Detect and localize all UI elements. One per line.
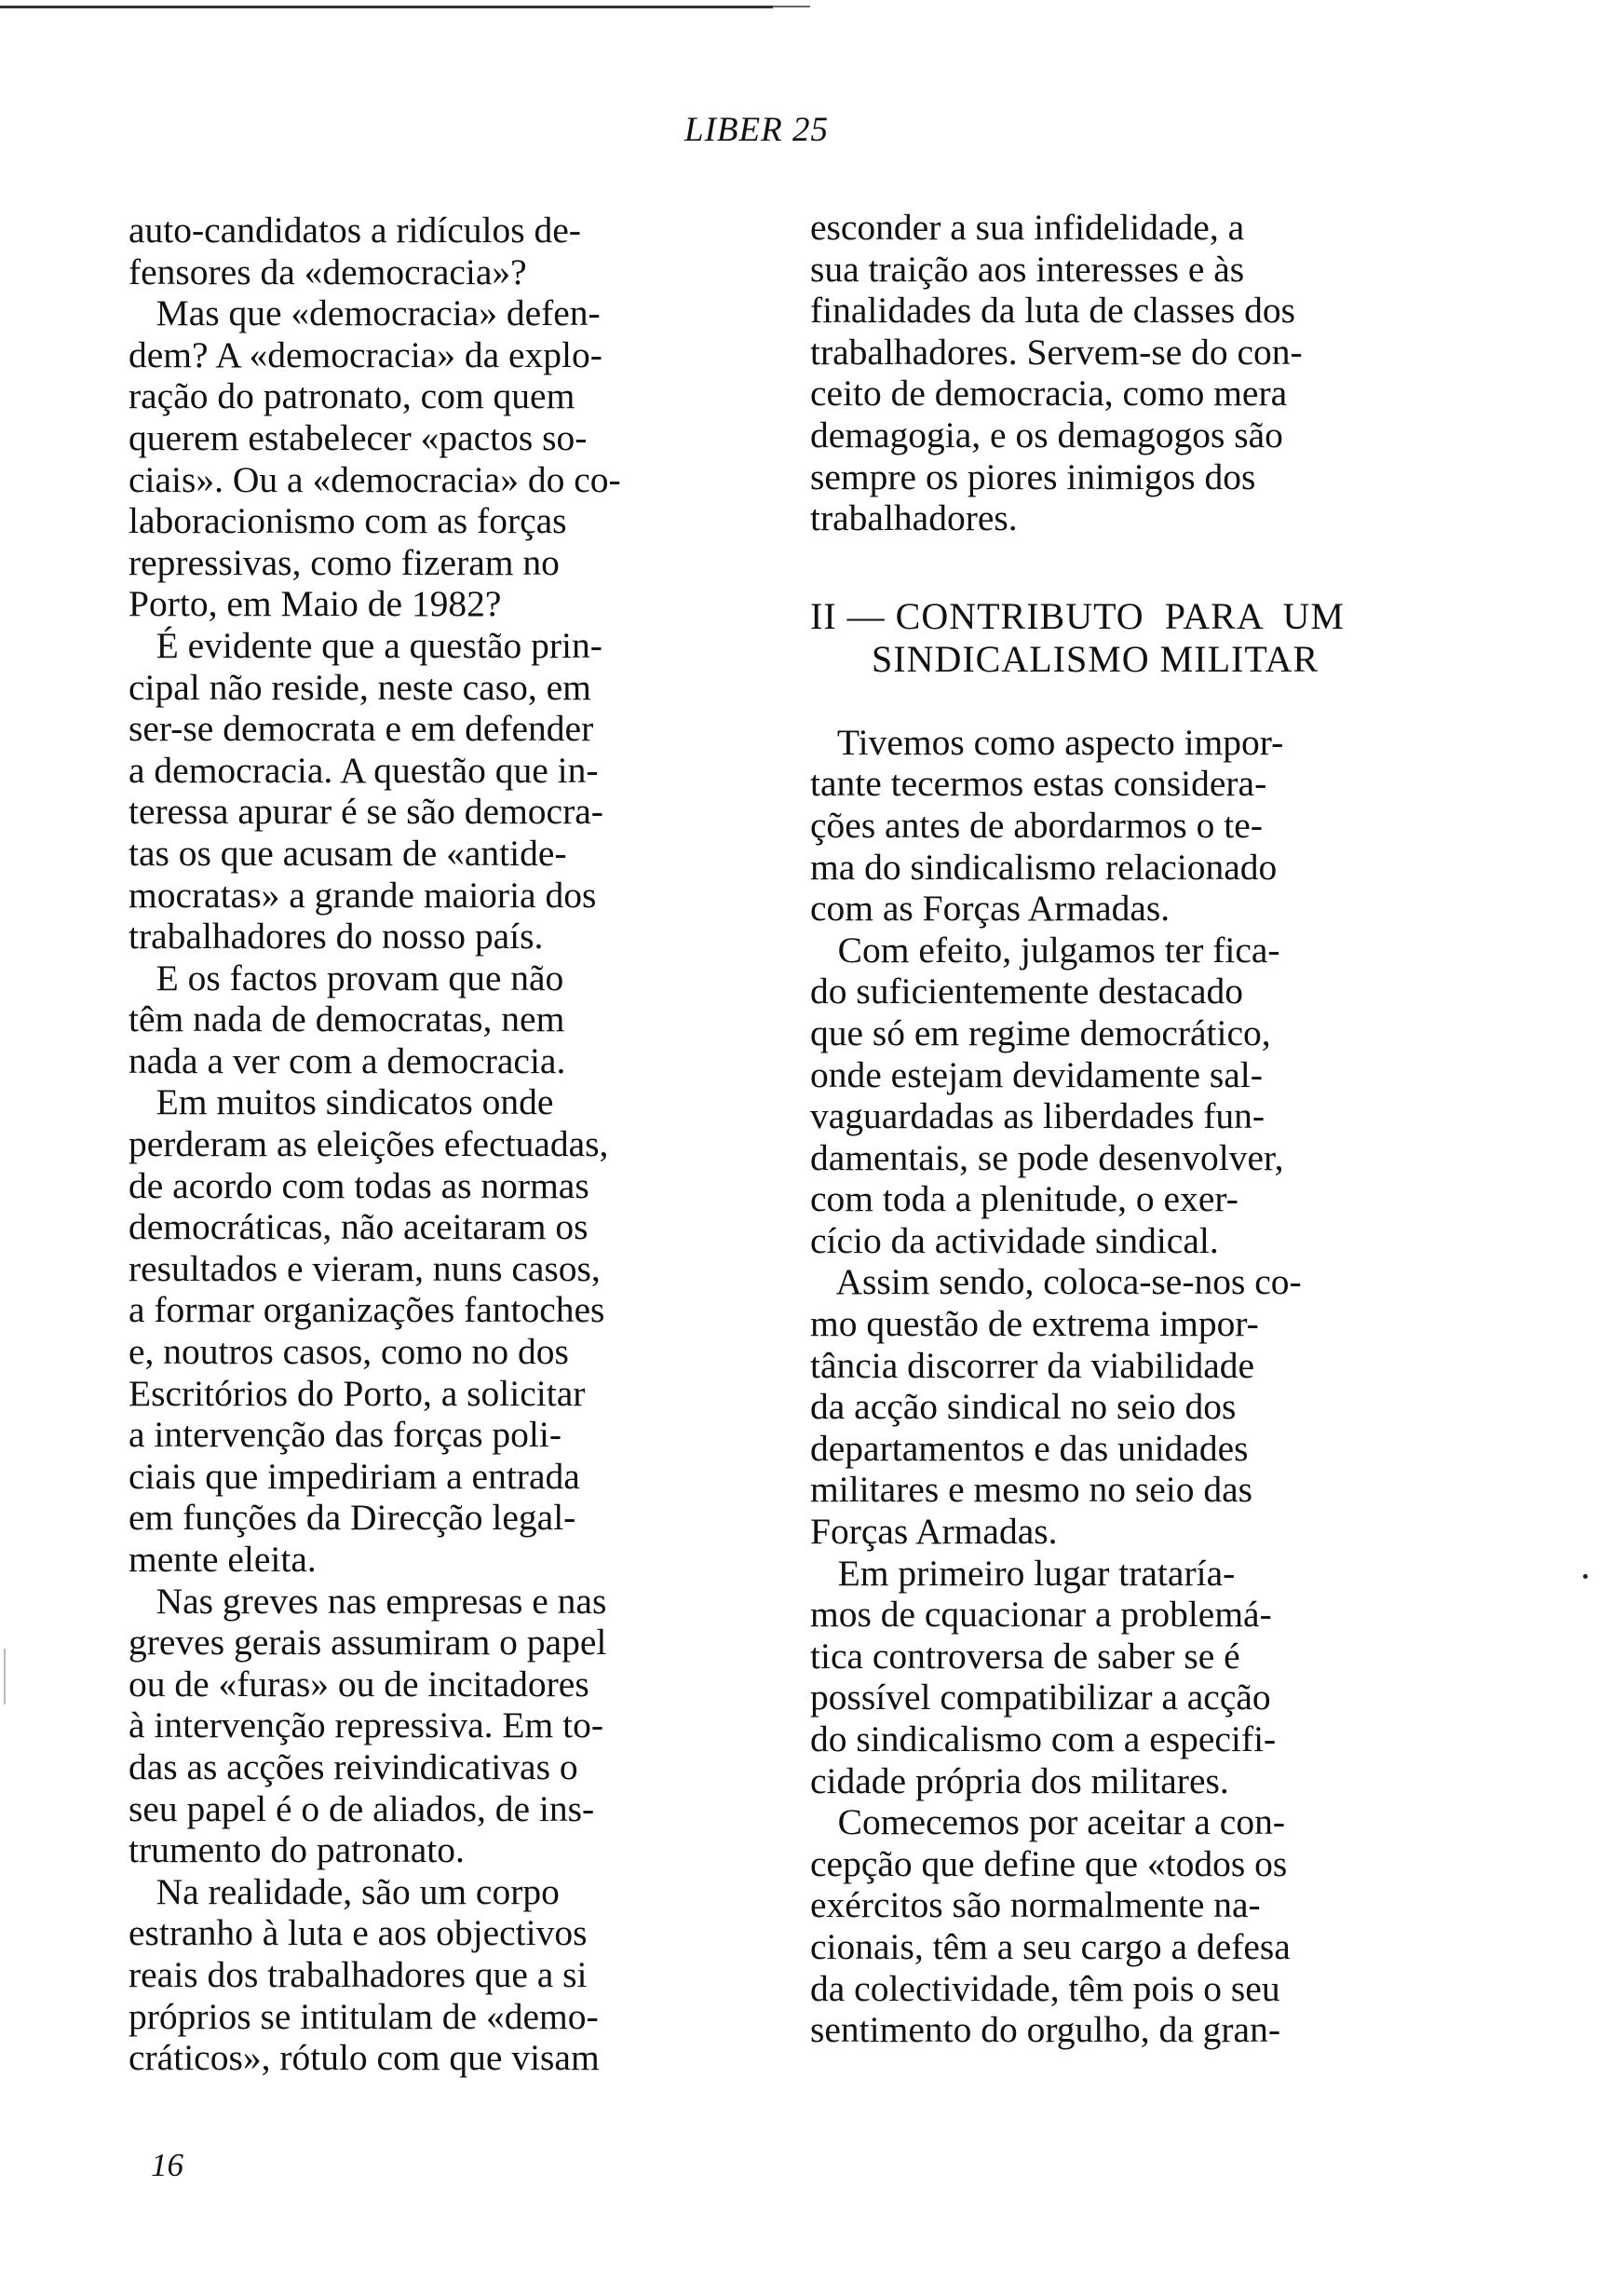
text-line: greves gerais assumiram o papel [129,1622,607,1664]
text-line: fensores da «democracia»? [129,251,527,292]
text-line: do suficientemente destacado [810,971,1244,1012]
text-line: das as acções reivindicativas o [129,1745,578,1787]
text-line: Na realidade, são um corpo [129,1870,560,1912]
text-line: Escritórios do Porto, a solicitar [129,1372,586,1414]
text-line: a formar organizações fantoches [129,1289,605,1331]
text-line: ceito de democracia, como mera [810,373,1288,414]
text-line: possível compatibilizar a acção [810,1677,1271,1718]
text-line: Nas greves nas empresas e nas [129,1580,607,1622]
text-line: departamentos e das unidades [810,1427,1249,1469]
text-line: laboracionismo com as forças [129,500,567,542]
text-line: tante tecermos estas considera- [810,763,1267,805]
text-line: ou de «furas» ou de incitadores [129,1663,589,1704]
text-line: Em muitos sindicatos onde [129,1081,554,1123]
text-line: dem? A «democracia» da explo- [129,333,602,375]
text-line: cipal não reside, neste caso, em [129,666,591,708]
section-spacer [810,681,1481,722]
text-line: esconder a sua infidelidade, a [810,207,1245,248]
text-line: militares e mesmo no seio das [810,1469,1253,1511]
section-heading-line-1: II — CONTRIBUTO PARA UM [810,594,1345,637]
text-line: finalidades da luta de classes dos [810,290,1296,332]
section-heading [810,595,1481,681]
text-line: com toda a plenitude, o exer- [810,1178,1238,1220]
text-line: Tivemos como aspecto impor- [810,721,1284,763]
text-line: de acordo com todas as normas [129,1164,589,1206]
right-column [810,207,1481,2051]
page-number: 16 [151,2147,183,2183]
text-line: mos de cquacionar a problemá- [810,1594,1272,1636]
text-line: cionais, têm a seu cargo a defesa [810,1925,1291,1967]
text-line: trabalhadores. Servem-se do con- [810,331,1303,373]
text-line: da acção sindical no seio dos [810,1386,1237,1428]
text-line: a democracia. A questão que in- [129,749,599,791]
text-line: à intervenção repressiva. Em to- [129,1704,603,1746]
text-line: próprios se intitulam de «demo- [129,1995,599,2037]
text-line: a intervenção das forças poli- [129,1414,562,1456]
text-line: teressa apurar é se são democra- [129,791,603,833]
text-line: cício da actividade sindical. [810,1219,1219,1261]
text-line: sentimento do orgulho, da gran- [810,2009,1280,2051]
running-header: LIBER 25 [684,111,829,149]
text-line: Comecemos por aceitar a con- [810,1801,1285,1843]
scan-edge-mark [4,1649,6,1704]
text-line: damentais, se pode desenvolver, [810,1136,1284,1178]
text-line: sua traição aos interesses e às [810,248,1245,290]
text-line: repressivas, como fizeram no [129,541,560,583]
left-column [129,210,780,2079]
text-line: E os factos provam que não [129,957,564,998]
text-line: cidade própria dos militares. [810,1759,1229,1801]
section-spacer [810,539,1481,595]
text-line: sempre os piores inimigos dos [810,455,1256,497]
text-line: ciais que impediriam a entrada [129,1455,580,1497]
text-line: demagogia, e os demagogos são [810,414,1283,455]
text-line: ciais». Ou a «democracia» do co- [129,458,621,500]
text-line: trumento do patronato. [129,1829,465,1871]
text-line: Em primeiro lugar trataría- [810,1552,1236,1594]
text-line: Assim sendo, coloca-se-nos co- [810,1261,1302,1303]
text-line: com as Forças Armadas. [810,888,1171,930]
text-line: mocratas» a grande maioria dos [129,874,597,916]
text-line: É evidente que a questão prin- [129,624,602,666]
text-line: perderam as eleições efectuadas, [129,1123,609,1165]
text-line: resultados e vieram, nuns casos, [129,1247,601,1289]
text-line: mo questão de extrema impor- [810,1303,1259,1345]
text-line: querem estabelecer «pactos so- [129,416,588,458]
text-line: que só em regime democrático, [810,1012,1271,1053]
text-line: ração do patronato, com quem [129,375,575,417]
text-line: trabalhadores. [810,497,1018,539]
text-line: auto-candidatos a ridículos de- [129,210,581,251]
text-line: exércitos são normalmente na- [810,1884,1261,1926]
text-line: e, noutros casos, como no dos [129,1331,569,1373]
text-line: do sindicalismo com a especifi- [810,1718,1277,1759]
text-line: democráticas, não aceitaram os [129,1206,589,1248]
text-line: trabalhadores do nosso país. [129,916,544,957]
right-column-top-text [810,207,1481,539]
section-heading-line-2: SINDICALISMO MILITAR [810,637,1320,680]
text-line: Com efeito, julgamos ter fica- [810,929,1280,971]
text-line: onde estejam devidamente sal- [810,1053,1263,1095]
text-line: estranho à luta e aos objectivos [129,1912,588,1954]
text-line: tas os que acusam de «antide- [129,832,567,874]
text-line: Porto, em Maio de 1982? [129,583,502,625]
text-line: tica controversa de saber se é [810,1635,1240,1677]
text-line: ções antes de abordarmos o te- [810,804,1263,846]
text-line: mente eleita. [129,1539,317,1580]
text-line: ser-se democrata e em defender [129,708,594,750]
text-line: Mas que «democracia» defen- [129,292,601,334]
text-line: ma do sindicalismo relacionado [810,846,1278,888]
right-column-section-text [810,722,1481,2051]
top-edge-rule [0,6,773,8]
top-edge-rule-fragment [773,6,810,7]
text-line: reais dos trabalhadores que a si [129,1953,588,1995]
text-line: vaguardadas as liberdades fun- [810,1095,1265,1137]
text-line: têm nada de democratas, nem [129,998,565,1040]
text-line: seu papel é o de aliados, de ins- [129,1787,595,1829]
text-line: Forças Armadas. [810,1511,1058,1553]
text-line: cráticos», rótulo com que visam [129,2037,600,2079]
text-line: da colectividade, têm pois o seu [810,1967,1280,2009]
text-line: cepção que define que «todos os [810,1842,1288,1884]
text-line: nada a ver com a democracia. [129,1039,566,1081]
margin-speck [1583,1574,1588,1579]
text-line: em funções da Direcção legal- [129,1497,576,1539]
text-line: tância discorrer da viabilidade [810,1344,1255,1386]
